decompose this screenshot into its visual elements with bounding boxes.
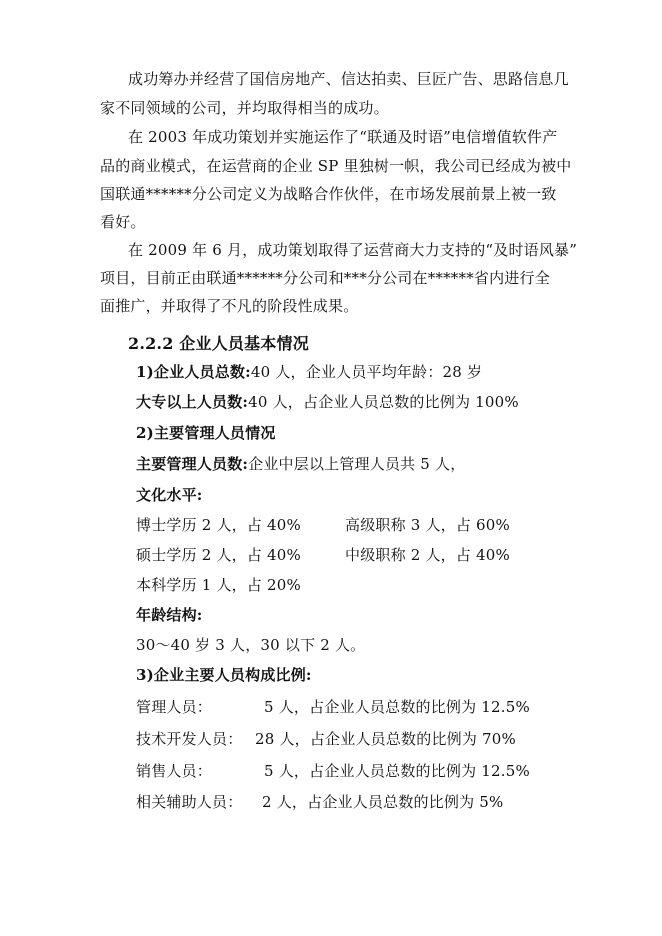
ratio-row-detail — [264, 697, 530, 717]
ratio-desc: ，占企业人员总数的比例为 5% — [291, 793, 504, 811]
total-staff-label: 1)企业人员总数: — [136, 363, 251, 381]
ratio-role: 管理人员： — [136, 698, 213, 716]
ratio-role: 技术开发人员： — [136, 730, 243, 748]
ratio-role: 销售人员： — [136, 762, 213, 780]
intro-para3-line1: 在 2009 年 6 月，成功策划取得了运营商大力支持的“及时语风暴” — [128, 241, 578, 259]
edu-master: 硕士学历 2 人，占 40% — [136, 546, 301, 564]
mgmt-count-row — [136, 454, 465, 474]
college-staff-row — [136, 392, 519, 412]
ratio-desc: ，占企业人员总数的比例为 12.5% — [293, 698, 530, 716]
ratio-count: 28 人 — [255, 730, 295, 748]
college-staff-label: 大专以上人员数: — [136, 393, 249, 411]
mgmt-count-label: 主要管理人员数: — [136, 455, 249, 473]
ratio-count: 5 人 — [264, 762, 294, 780]
college-staff-value: 40 人，占企业人员总数的比例为 100% — [248, 393, 519, 411]
mgmt-heading: 2)主要管理人员情况 — [136, 424, 276, 442]
intro-para2-line3: 国联通******分公司定义为战略合作伙伴，在市场发展前景上被一致 — [100, 185, 557, 203]
intro-para1-line1: 成功筹办并经营了国信房地产、信达拍卖、巨匠广告、思路信息几 — [128, 70, 569, 88]
ratio-count: 5 人 — [264, 698, 294, 716]
culture-label: 文化水平: — [136, 486, 203, 504]
ratio-row — [136, 729, 242, 749]
mgmt-count-value: 企业中层以上管理人员共 5 人， — [248, 455, 466, 473]
ratio-row-detail — [264, 761, 530, 781]
ratio-desc: ，占企业人员总数的比例为 12.5% — [293, 762, 530, 780]
edu-senior-title: 高级职称 3 人，占 60% — [345, 516, 510, 534]
edu-bachelor: 本科学历 1 人，占 20% — [136, 576, 301, 594]
edu-doctor: 博士学历 2 人，占 40% — [136, 516, 301, 534]
section-title: 2.2.2 企业人员基本情况 — [128, 334, 309, 353]
intro-para3-line3: 面推广，并取得了不凡的阶段性成果。 — [100, 297, 359, 315]
total-staff-row — [136, 362, 482, 382]
edu-mid-title: 中级职称 2 人，占 40% — [345, 546, 510, 564]
ratio-row — [136, 761, 212, 781]
age-value: 30～40 岁 3 人，30 以下 2 人。 — [136, 636, 366, 654]
ratio-row — [136, 792, 242, 812]
total-staff-value: 40 人，企业人员平均年龄：28 岁 — [250, 363, 483, 381]
intro-para2-line2: 品的商业模式，在运营商的企业 SP 里独树一帜，我公司已经成为被中 — [100, 157, 572, 175]
ratio-row — [136, 697, 212, 717]
ratio-desc: ，占企业人员总数的比例为 70% — [294, 730, 516, 748]
intro-para2-line1: 在 2003 年成功策划并实施运作了“联通及时语”电信增值软件产 — [128, 128, 558, 146]
intro-para1-line2: 家不同领域的公司，并均取得相当的成功。 — [100, 99, 389, 117]
ratio-row-detail — [255, 729, 516, 749]
age-label: 年龄结构: — [136, 606, 203, 624]
ratio-count: 2 人 — [262, 793, 292, 811]
ratio-row-detail — [262, 792, 504, 812]
ratio-role: 相关辅助人员： — [136, 793, 243, 811]
intro-para2-line4: 看好。 — [100, 213, 146, 231]
intro-para3-line2: 项目，目前正由联通******分公司和***分公司在******省内进行全 — [100, 269, 550, 287]
ratio-heading: 3)企业主要人员构成比例: — [136, 666, 312, 684]
